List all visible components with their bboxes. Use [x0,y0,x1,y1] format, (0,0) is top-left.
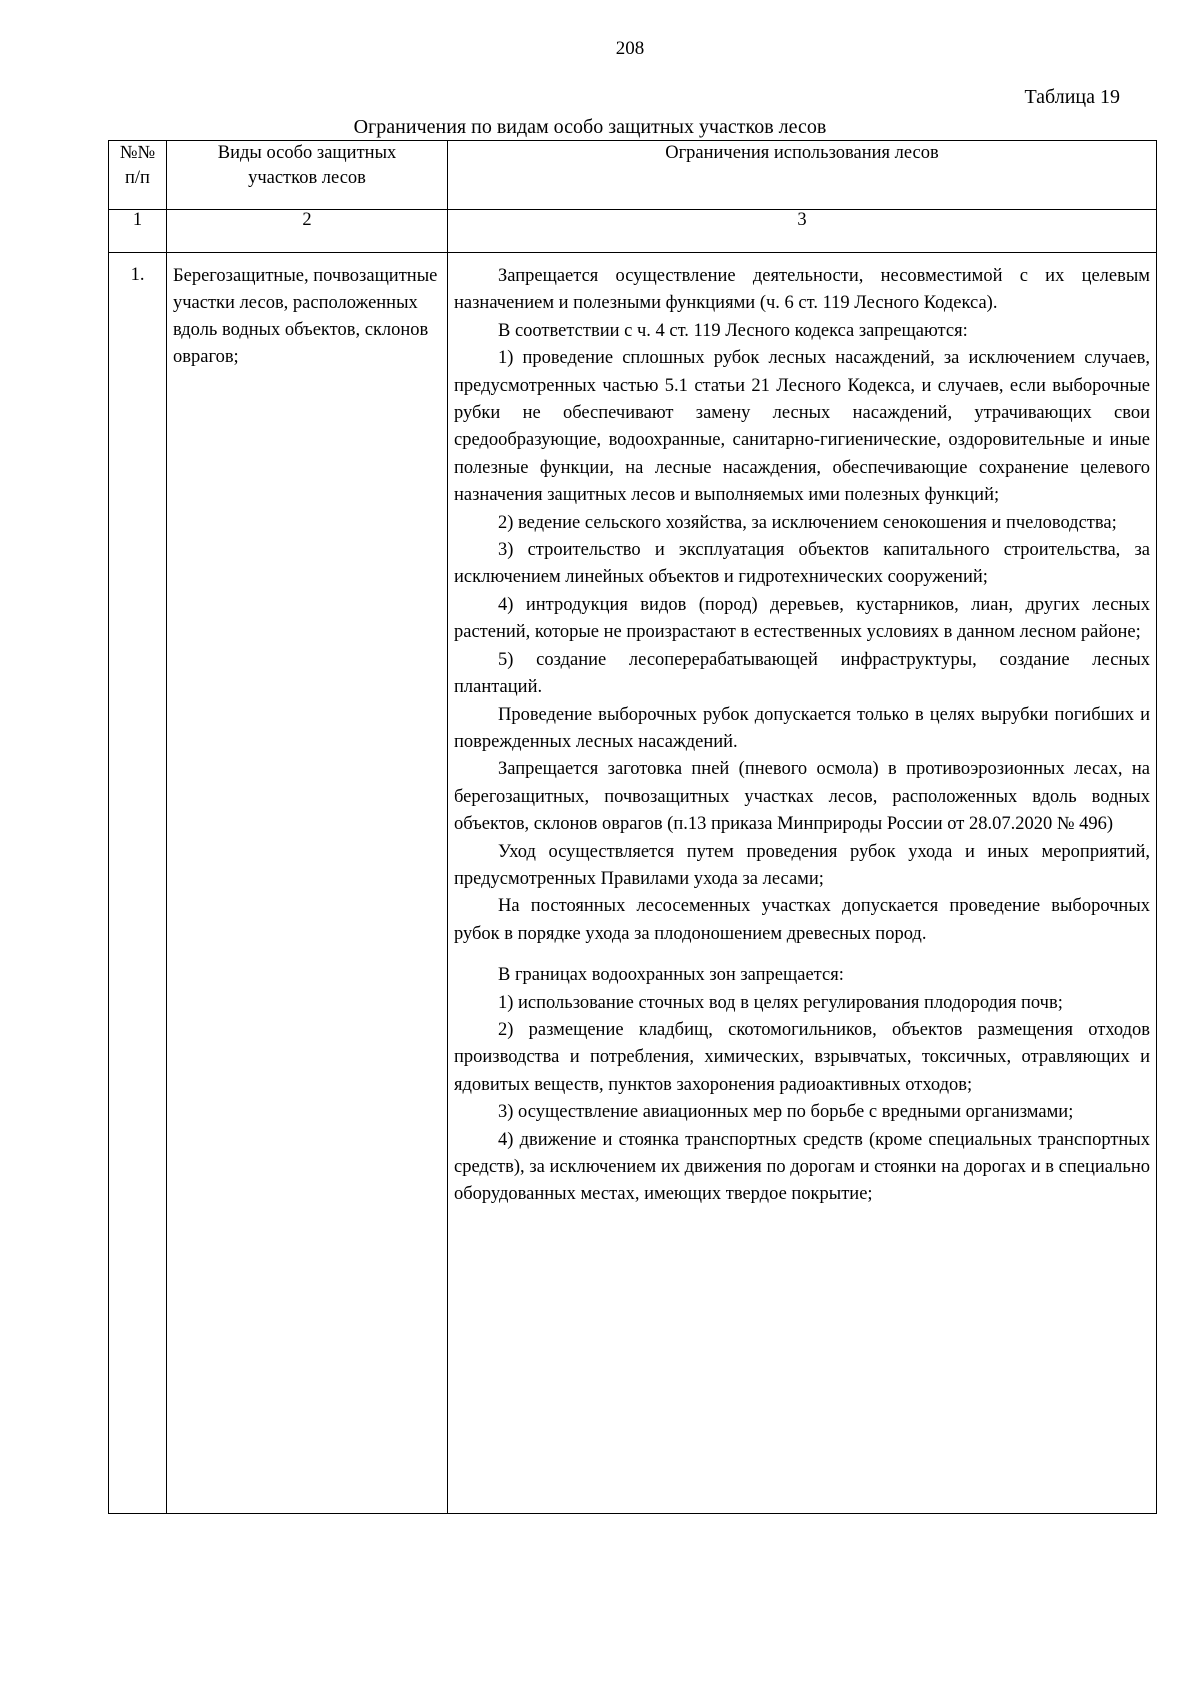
paragraph: Запрещается осуществление деятельности, несовместимой с их целевым назначением и полезными функциями (ч. 6 ст. 119 Лесного Кодекса). [454,266,1150,314]
table-title: Ограничения по видам особо защитных участков лесов [353,116,827,138]
paragraph: 1) проведение сплошных рубок лесных насаждений, за исключением случаев, предусмотренных частью 5.1 статьи 21 Лесного Кодекса, и случаев, если выборочные рубки не обеспечивают замену лесных насаждений, утрачивающих свои средообразующие, водоохранные, санитарно-гигиенические, оздоровительные и иные полезные функции, на лесные насаждения, обеспечивающие сохранение целевого назначения защитных лесов и выполняемых ими полезных функций; [454,348,1150,506]
row-restrictions [448,253,1157,1514]
column-number-2: 2 [167,210,448,253]
paragraph: 2) размещение кладбищ, скотомогильников, объектов размещения отходов производства и потребления, химических, взрывчатых, токсичных, отравляющих и ядовитых веществ, пунктов захоронения радиоактивных отходов; [454,1019,1150,1095]
paragraph: На постоянных лесосеменных участках допускается проведение выборочных рубок в порядке ухода за плодоношением древесных пород. [454,896,1150,944]
row-number: 1. [109,253,167,1514]
paragraph: В соответствии с ч. 4 ст. 119 Лесного кодекса запрещаются: [498,320,968,341]
paragraph: 4) движение и стоянка транспортных средств (кроме специальных транспортных средств), за исключением их движения по дорогам и стоянки на дорогах и в специально оборудованных местах, имеющих твердое покрытие; [454,1129,1150,1205]
page-number: 208 [615,38,645,59]
header-number-line1: №№ [119,143,156,163]
header-kind-line2: участков лесов [248,168,366,188]
paragraph: 3) строительство и эксплуатация объектов капитального строительства, за исключением линейных объектов и гидротехнических сооружений; [454,540,1150,588]
paragraph: Проведение выборочных рубок допускается только в целях вырубки погибших и поврежденных лесных насаждений. [454,704,1150,752]
paragraph: 4) интродукция видов (пород) деревьев, кустарников, лиан, других лесных растений, которые не произрастают в естественных условиях в данном лесном районе; [454,594,1150,643]
row-kind: Берегозащитные, почвозащитные участки лесов, расположенных вдоль водных объектов, склонов оврагов; [167,253,448,1514]
paragraph: В границах водоохранных зон запрещается: [498,965,844,986]
column-number-1: 1 [109,210,167,253]
paragraph: 5) создание лесоперерабатывающей инфраструктуры, создание лесных плантаций. [454,649,1150,698]
restrictions-table [108,140,1157,1514]
header-kind [167,141,448,210]
column-number-row [109,210,1157,253]
header-number-line2: п/п [125,168,150,188]
paragraph: Запрещается заготовка пней (пневого осмола) в противоэрозионных лесах, на берегозащитных, почвозащитных участках лесов, расположенных вдоль водных объектов, склонов оврагов (п.13 приказа Минприроды России от 28.07.2020 № 496) [454,759,1150,835]
header-number [109,141,167,210]
paragraph: 3) осуществление авиационных мер по борьбе с вредными организмами; [498,1102,1074,1123]
paragraph: 1) использование сточных вод в целях регулирования плодородия почв; [498,992,1063,1013]
header-restrictions [448,141,1157,210]
section-spacer [454,948,1150,962]
header-kind-line1: Виды особо защитных [217,143,397,163]
header-restrictions-text: Ограничения использования лесов [665,143,939,163]
table-header-row [109,141,1157,210]
column-number-3: 3 [448,210,1157,253]
table-label: Таблица 19 [1024,86,1120,108]
paragraph: 2) ведение сельского хозяйства, за исключением сенокошения и пчеловодства; [498,512,1117,533]
paragraph: Уход осуществляется путем проведения рубок ухода и иных мероприятий, предусмотренных Правилами ухода за лесами; [454,841,1150,889]
table-row [109,253,1157,1514]
